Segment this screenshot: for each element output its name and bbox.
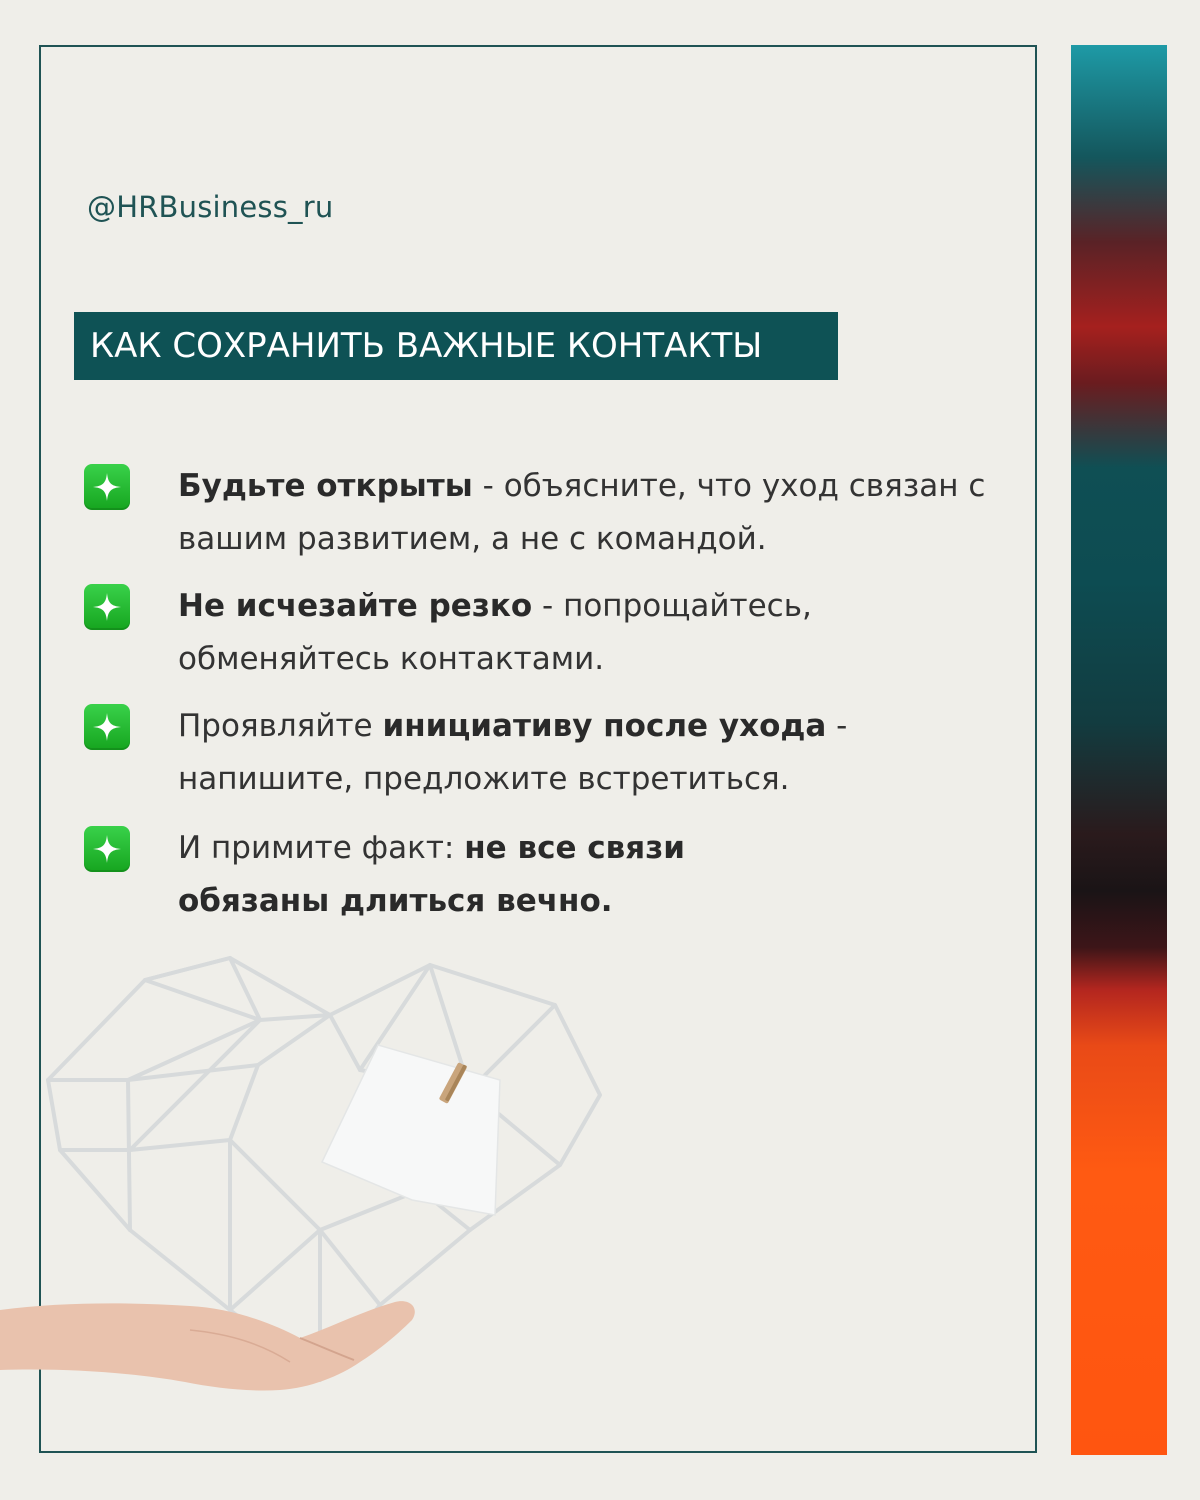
tip-text: Будьте открыты - объясните, что уход связан с вашим развитием, а не с командой.	[178, 468, 986, 557]
tip-emphasis: инициативу после ухода	[382, 708, 827, 744]
tip-emphasis: Будьте открыты	[178, 468, 473, 504]
tip-text: Не исчезайте резко - попрощайтесь, обменяйтесь контактами.	[178, 588, 812, 677]
tip-emphasis: Не исчезайте резко	[178, 588, 533, 624]
decorative-gradient-bar	[1071, 45, 1167, 1455]
account-handle: @HRBusiness_ru	[87, 190, 334, 224]
page-title: КАК СОХРАНИТЬ ВАЖНЫЕ КОНТАКТЫ	[74, 312, 838, 380]
sparkle-icon	[84, 464, 130, 510]
sparkle-icon	[84, 704, 130, 750]
tip-emphasis: не все связи обязаны длиться вечно.	[178, 830, 685, 919]
tip-text: И примите факт: не все связи обязаны длиться вечно.	[178, 830, 685, 919]
sparkle-icon	[84, 584, 130, 630]
wire-heart-illustration	[0, 930, 700, 1470]
tip-text: Проявляйте инициативу после ухода - напишите, предложите встретиться.	[178, 708, 848, 797]
sparkle-icon	[84, 826, 130, 872]
